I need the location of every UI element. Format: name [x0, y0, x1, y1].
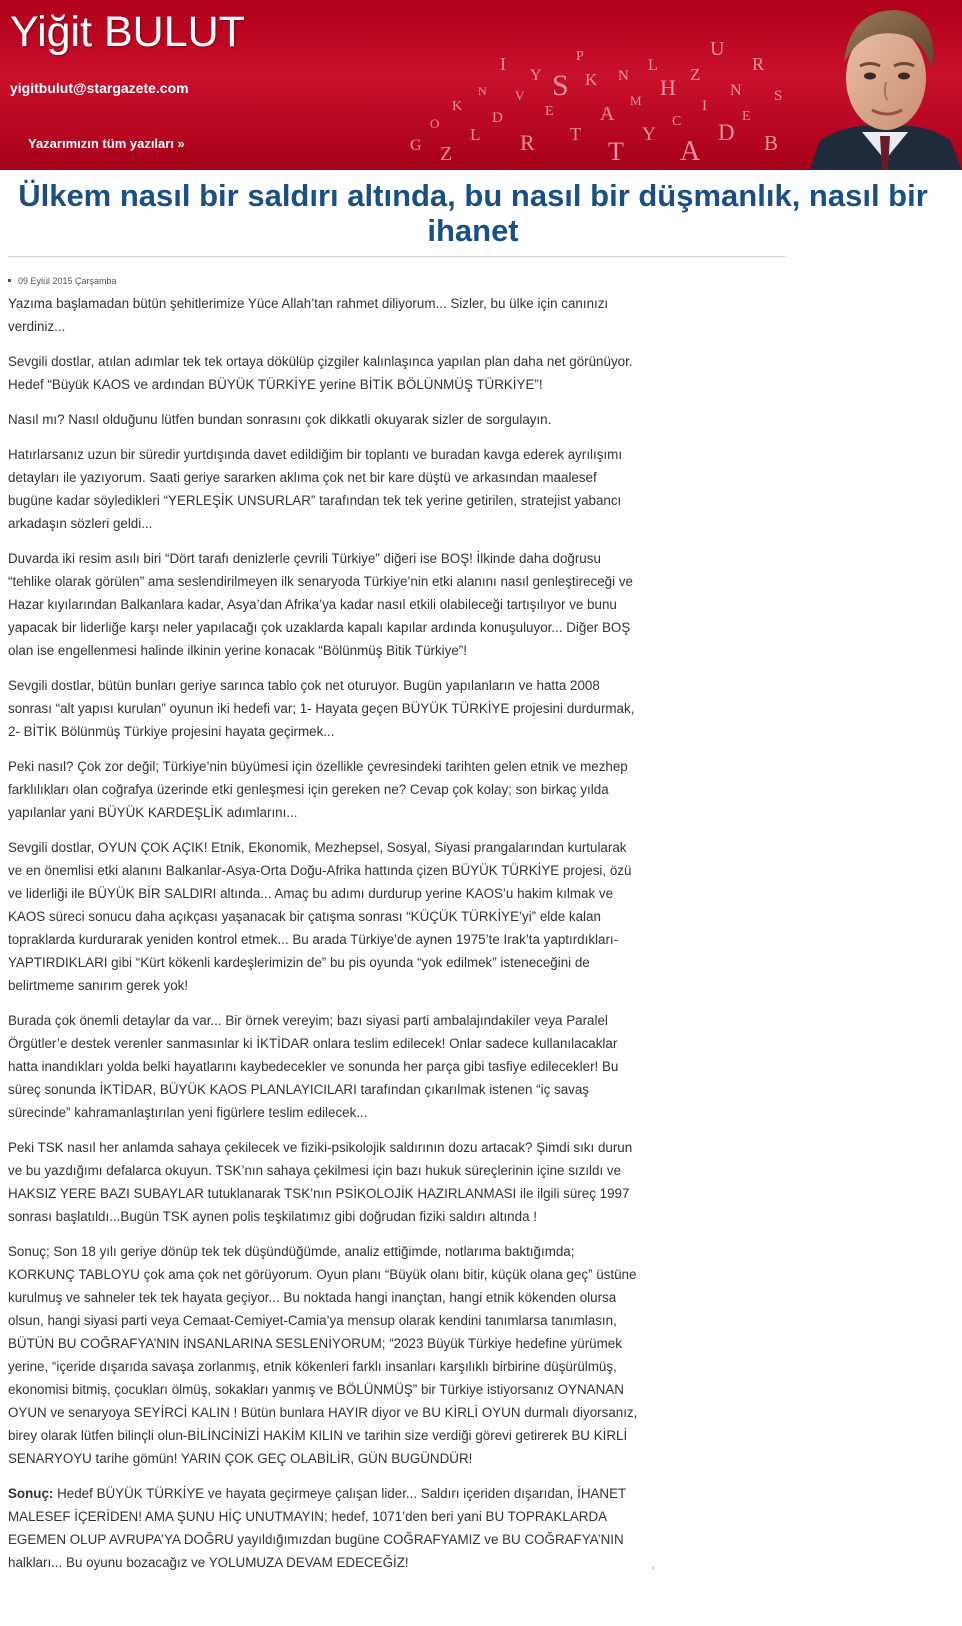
svg-text:L: L: [648, 57, 658, 74]
svg-text:N: N: [618, 68, 629, 84]
conclusion-text: Hedef BÜYÜK TÜRKİYE ve hayata geçirmeye çalışan lider... Saldırı içeriden dışarıdan, İHANET MALESEF İÇERİDEN! AMA ŞUNU HİÇ UNUTMAYIN; hedef, 1071’den beri yani BU TOPRAKLARDA EGEMEN OLUP AVRUPA’YA DOĞRU yayıldığımızdan bugüne COĞRAFYAMIZ ve BU COĞRAFYA’NIN halkları... Bu oyunu bozacağız ve YOLUMUZA DEVAM EDECEĞİZ!: [8, 1486, 626, 1570]
article-date-text: 09 Eylül 2015 Çarşamba: [18, 276, 117, 286]
svg-text:N: N: [730, 82, 742, 99]
author-email[interactable]: yigitbulut@stargazete.com: [10, 80, 189, 96]
svg-text:L: L: [470, 125, 481, 144]
svg-text:B: B: [764, 131, 779, 155]
svg-text:R: R: [752, 54, 765, 74]
article-paragraph: Duvarda iki resim asılı biri “Dört tarafı denizlerle çevrili Türkiye” diğeri ise BOŞ! İlkinde daha doğrusu “tehlike olarak görülen” ama seslendirilmeyen ilk senaryoda Türkiye’nin etki alanını nasıl genleştireceği ve Hazar kıyılarından Balkanlara kadar, Asya’dan Afrika’ya kadar nasıl etkili olabileceği tartışılıyor ve bunu yapacak bir liderliğe karşı neler yapılacağı çok uzaklarda kapalı kapılar ardında konuşuluyor... Diğer BOŞ olan ise engellenmesi halinde ilkinin yerine konacak “Bölünmüş Bitik Türkiye”!: [8, 551, 633, 658]
article-title: Ülkem nasıl bir saldırı altında, bu nasıl bir düşmanlık, nasıl bir ihanet: [18, 178, 928, 248]
article-paragraph: Yazıma başlamadan bütün şehitlerimize Yüce Allah’tan rahmet diliyorum... Sizler, bu ülke için canınızı verdiniz...: [8, 296, 609, 334]
svg-text:N: N: [478, 84, 487, 98]
all-articles-link[interactable]: Yazarımızın tüm yazıları »: [28, 136, 185, 151]
svg-text:V: V: [515, 88, 525, 103]
svg-text:P: P: [576, 49, 584, 64]
article-paragraph: Sevgili dostlar, OYUN ÇOK AÇIK! Etnik, Ekonomik, Mezhepsel, Sosyal, Siyasi prangalarından kurtularak ve en önemlisi etki alanını Balkanlar-Asya-Orta Doğu-Afrika hattında çizen BÜYÜK TÜRKİYE projesi, özü ve liderliği ile BÜYÜK BİR SALDIRI altında... Amaç bu adımı durdurup yerine KAOS’u hakim kılmak ve KAOS süreci sonucu daha açıkçası yaşanacak bir çatışma sonrası “KÜÇÜK TÜRKİYE’yi” elde kalan topraklarda kurdurarak yeniden kontrol etmek... Bu arada Türkiye’de aynen 1975’te Irak’ta yaptırdıkları-YAPTIRDIKLARI gibi “Kürt kökenli kardeşlerimizin de” bu pis oyunda “yok edilmek” isteneceğini de belirtmeme sanırım gerek yok!: [8, 840, 632, 993]
svg-text:S: S: [774, 88, 783, 104]
svg-text:D: D: [718, 120, 735, 145]
article-paragraph: Nasıl mı? Nasıl olduğunu lütfen bundan sonrasını çok dikkatli okuyarak sizler de sorgulayın.: [8, 412, 552, 427]
svg-text:A: A: [600, 103, 615, 125]
article-paragraph: Peki nasıl? Çok zor değil; Türkiye’nin büyümesi için özellikle çevresindeki tarihten gelen etnik ve mezhep farklılıkları olan coğrafya üzerinde etki genleşmesi için gereken ne? Cevap çok kolay; son birkaç yılda yapılanlar yani BÜYÜK KARDEŞLİK adımlarını...: [8, 759, 628, 820]
article-final-paragraph: [8, 1482, 638, 1574]
svg-text:E: E: [545, 104, 554, 119]
letter-swirl-decoration: [380, 0, 840, 170]
svg-text:K: K: [452, 99, 463, 114]
svg-text:S: S: [552, 69, 569, 102]
author-banner: [0, 0, 962, 170]
article-date: [8, 276, 117, 286]
svg-text:U: U: [710, 38, 725, 60]
author-name: Yiğit BULUT: [10, 8, 245, 56]
title-divider: [8, 256, 786, 257]
svg-text:G: G: [410, 137, 422, 154]
article-paragraph: Sevgili dostlar, atılan adımlar tek tek ortaya dökülüp çizgiler kalınlaşınca yapılan plan daha net görünüyor. Hedef “Büyük KAOS ve ardından BÜYÜK TÜRKİYE yerine BİTİK BÖLÜNMÜŞ TÜRKİYE”!: [8, 354, 633, 392]
article-paragraph: Hatırlarsanız uzun bir süredir yurtdışında davet edildiğim bir toplantı ve buradan kavga ederek ayrılışımı detayları ile yazıyorum. Saati geriye sararken aklıma çok net bir kare düştü ve arkasından maalesef bugüne kadar söyledikleri “YERLEŞİK UNSURLAR” tarafından tek tek yerine getirilen, stratejist yabancı arkadaşın sözleri geldi...: [8, 447, 623, 531]
svg-text:T: T: [570, 124, 581, 144]
svg-text:I: I: [500, 54, 506, 74]
svg-text:A: A: [680, 136, 701, 167]
article-paragraph: Burada çok önemli detaylar da var... Bir örnek vereyim; bazı siyasi parti ambalajındakiler veya Paralel Örgütler’e destek verenler sanmasınlar ki İKTİDAR onlara teslim edilecek! Onlar sadece kullanılacaklar hatta inandıkları yolda belki hayatlarını kaybedecekler ve sonunda her parça gibi tasfiye edilecekler! Bu süreç sonunda İKTİDAR, BÜYÜK KAOS PLANLAYICILARI tarafından çıkarılmak istenen “iç savaş sürecinde” kahramanlaştırılan yeni figürlere teslim edilecek...: [8, 1013, 619, 1120]
svg-text:O: O: [430, 116, 440, 131]
conclusion-label: Sonuç:: [8, 1486, 54, 1501]
svg-text:K: K: [585, 70, 598, 89]
svg-text:H: H: [660, 75, 676, 100]
svg-text:C: C: [672, 114, 682, 129]
article-paragraph: Peki TSK nasıl her anlamda sahaya çekilecek ve fiziki-psikolojik saldırının dozu artacak? Şimdi sıkı durun ve bu yazdığımı defalarca okuyun. TSK’nın sahaya çekilmesi için bazı hukuk süreçlerinin içine sızıldı ve HAKSIZ YERE BAZI SUBAYLAR tutuklanarak TSK’nın PSİKOLOJİK HAZIRLANMASI ile ilgili süreç 1997 sonrası başlatıldı...Bugün TSK aynen polis teşkilatımız gibi doğrudan fiziki saldırı altında !: [8, 1140, 633, 1224]
svg-text:Y: Y: [530, 67, 542, 84]
svg-text:Y: Y: [642, 124, 656, 145]
svg-text:E: E: [742, 109, 751, 124]
article-paragraph: Sonuç; Son 18 yılı geriye dönüp tek tek düşündüğümde, analiz ettiğimde, notlarıma baktığımda; KORKUNÇ TABLOYU çok ama çok net görüyorum. Oyun planı “Büyük olanı bitir, küçük olana geç” üstüne kurulmuş ve sahneler tek tek hayata geçiyor... Bu noktada hangi inançtan, hangi etnik kökenden olursa olsun, hangi siyasi parti veya Cemaat-Cemiyet-Camia’ya mensup olarak kendini tanımlarsa tanımlasın, BÜTÜN BU COĞRAFYA’NIN İNSANLARINA SESLENİYORUM; “2023 Büyük Türkiye hedefine yürümek yerine, “içeride dışarıda savaşa zorlanmış, etnik kökenleri farklı insanları karşılıklı birbirine düşürülmüş, ekonomisi bitmiş, çocukları ölmüş, sokakları yanmış ve BÖLÜNMÜŞ” bir Türkiye istiyorsanız OYNANAN OYUN ve senaryoya SEYİRCİ KALIN ! Bütün bunlara HAYIR diyor ve BU KİRLİ OYUN durmalı diyorsanız, birey olarak lütfen bilinçli olun-BİLİNCİNİZİ HAKİM KILIN ve tarihin size verdiği görevi getirerek BU KİRLİ SENARYOYU tarihe gömün! YARIN ÇOK GEÇ OLABİLİR, GÜN BUGÜNDÜR!: [8, 1244, 638, 1466]
svg-text:Z: Z: [440, 143, 453, 165]
author-portrait: [800, 0, 962, 170]
svg-text:R: R: [520, 130, 535, 155]
svg-text:T: T: [608, 137, 624, 166]
article-paragraph: Sevgili dostlar, bütün bunları geriye sarınca tablo çok net oturuyor. Bugün yapılanların ve hatta 2008 sonrası “alt yapısı kurulan” oyunun iki hedefi var; 1- Hayata geçen BÜYÜK TÜRKİYE projesini durdurmak, 2- BİTİK Bölünmüş Türkiye projesini hayata geçirmek...: [8, 678, 635, 739]
svg-text:Z: Z: [690, 65, 701, 84]
svg-text:M: M: [630, 93, 642, 108]
decorative-dot: [652, 1567, 654, 1569]
svg-text:D: D: [492, 110, 503, 126]
svg-text:I: I: [702, 98, 707, 114]
bullet-icon: [8, 279, 11, 282]
article-body: [8, 292, 638, 1586]
